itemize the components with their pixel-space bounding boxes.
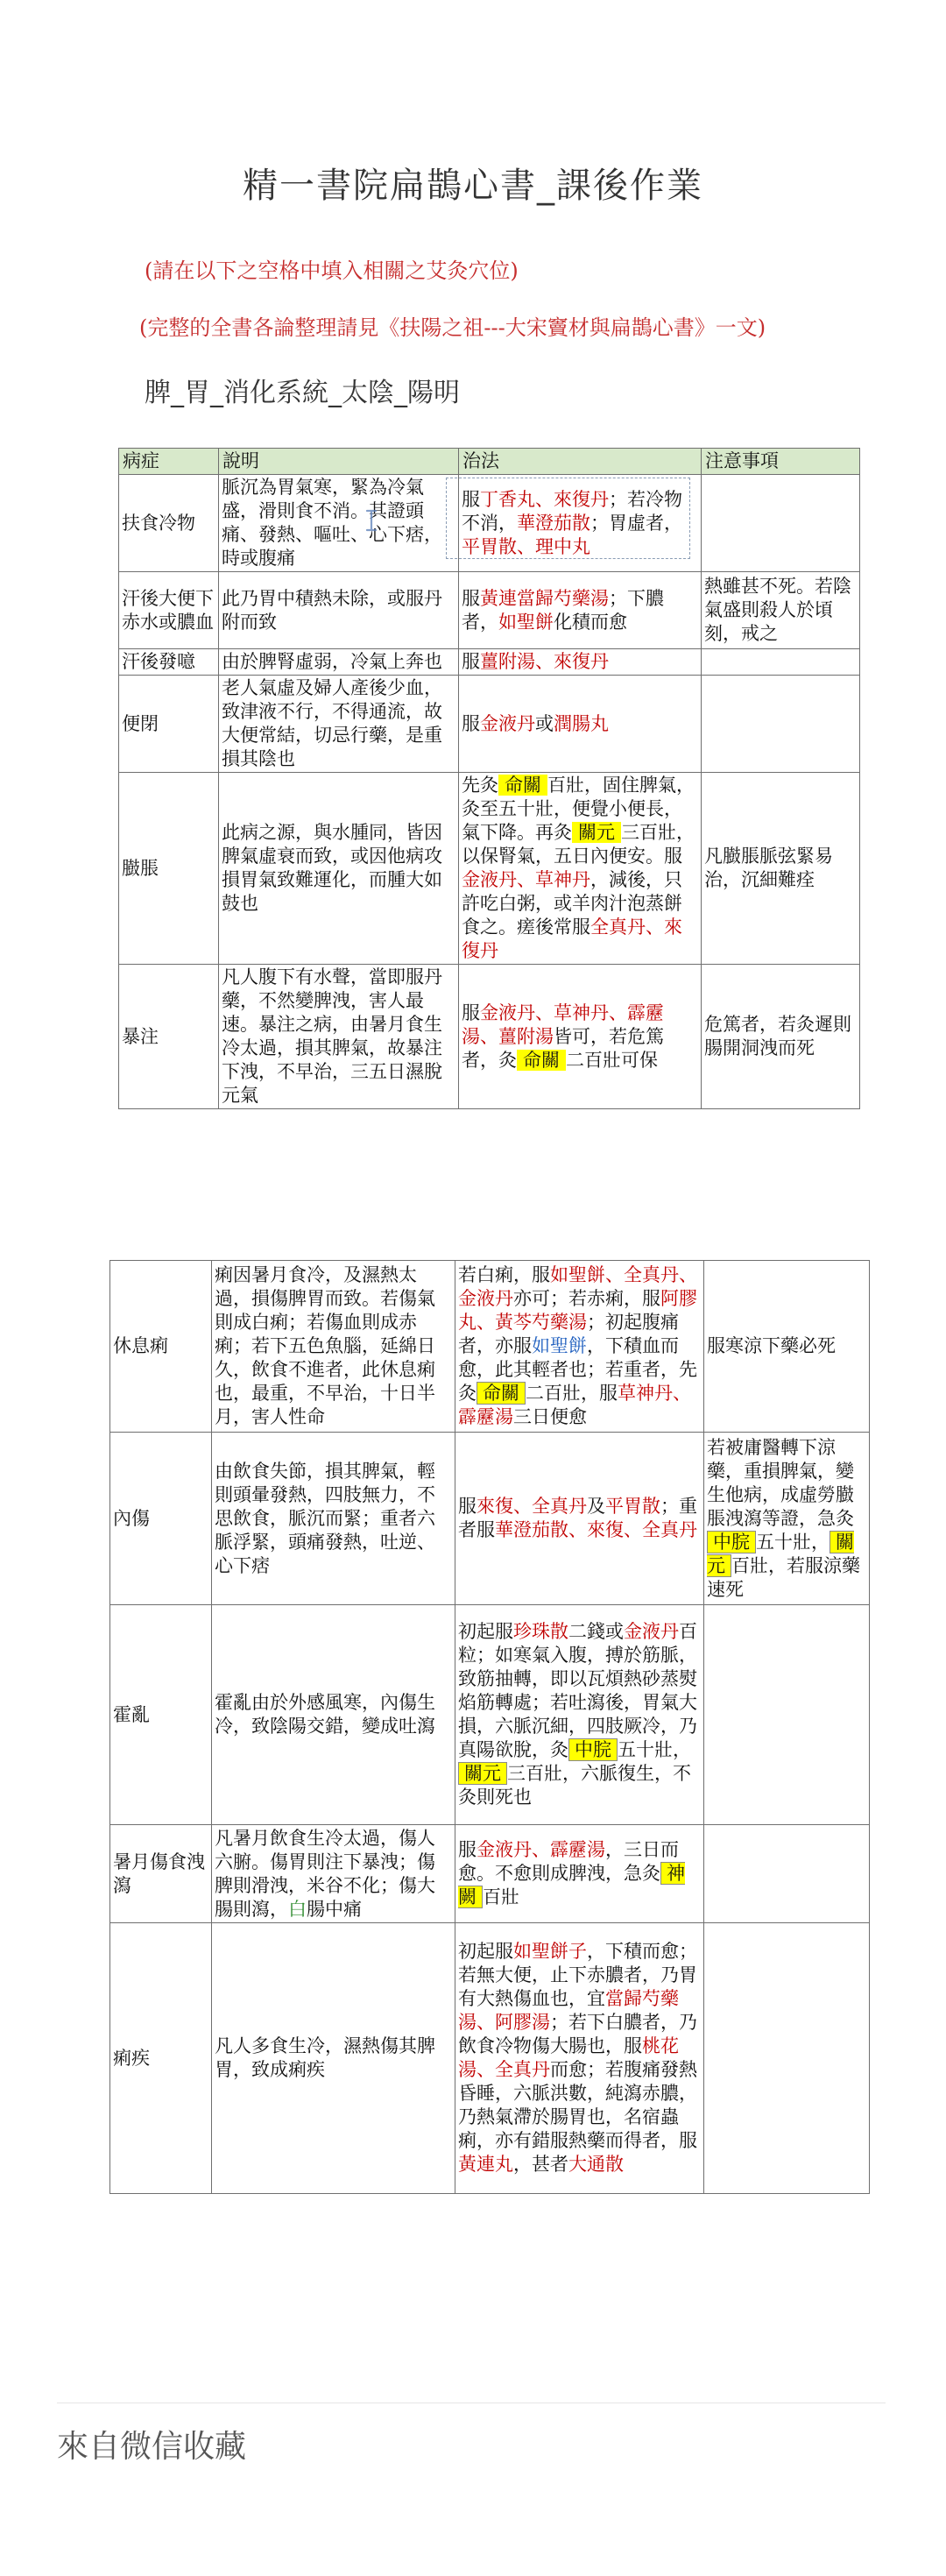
colored-text: 如聖餅子 (513, 1941, 587, 1962)
colored-text: 草神丹、霹靂湯 (458, 1383, 691, 1427)
cell-caution: 凡臌脹脈弦緊易治，沉細難痊 (702, 773, 860, 965)
cell-disease: 休息痢 (110, 1261, 212, 1433)
cell-caution: 危篤者，若灸遲則腸開洞洩而死 (702, 965, 860, 1109)
cell-treatment (459, 475, 702, 572)
header-disease: 病症 (119, 449, 219, 475)
text-run: 若白痢，服 (458, 1264, 550, 1285)
text-run: ，三日而愈。不愈則成脾洩，急灸 (458, 1839, 679, 1884)
reference-note: (完整的全書各論整理請見《扶陽之祖---大宋竇材與扁鵲心書》一文) (139, 315, 766, 340)
cell-description: 脈沉為胃氣寒，緊為冷氣盛，滑則食不消。其證頭痛、發熱、嘔吐、心下痞，時或腹痛 (219, 475, 459, 572)
text-run: ；胃虛者， (590, 512, 682, 534)
colored-text: 華澄茄散 (517, 512, 590, 534)
colored-text: 金液丹 (480, 712, 535, 734)
text-run: 服 (462, 1001, 480, 1023)
cell-treatment (455, 1433, 704, 1605)
colored-text: 平胃散 (605, 1496, 660, 1517)
cell-disease: 臌脹 (119, 773, 219, 965)
instruction-note: (請在以下之空格中填入相關之艾灸穴位) (145, 258, 519, 283)
text-run: ；下膿者， (462, 587, 664, 633)
table-body (110, 1261, 870, 2194)
table-header (119, 449, 860, 475)
text-run: 及 (587, 1496, 605, 1517)
text-run: ；若冷物不消， (462, 488, 682, 534)
colored-text: 阿膠丸、黃芩芍藥湯 (458, 1288, 697, 1333)
colored-text: 如聖餅 (532, 1335, 587, 1356)
cell-description: 霍亂由於外感風寒，內傷生冷，致陰陽交錯，變成吐瀉 (212, 1605, 455, 1825)
section-heading: 脾_胃_消化系統_太陰_陽明 (145, 378, 460, 408)
cell-caution (702, 649, 860, 676)
colored-text: 金液丹、草神丹 (462, 869, 590, 890)
acupoint-highlight: 命關 (517, 1050, 566, 1071)
text-run: 三日便愈 (513, 1406, 587, 1427)
cell-treatment (455, 1261, 704, 1433)
text-run: 五十壯， (756, 1531, 830, 1553)
acupoint-highlight: 命關 (477, 1382, 526, 1405)
text-run: 百壯，固住脾氣，灸至五十壯，便覺小便長，氣下降。再灸 (462, 775, 695, 843)
cell-description: 痢因暑月食冷，及濕熱太過，損傷脾胃而致。若傷氣則成白痢；若傷血則成赤痢；若下五色魚腦，延綿日久，飲食不進者，此休息痢也，最重，不早治，十日半月，害人性命 (212, 1261, 455, 1433)
colored-text: 薑附湯、來復丹 (480, 651, 609, 672)
cell-disease: 暴注 (119, 965, 219, 1109)
colored-text: 如聖餅 (498, 611, 554, 633)
text-run: 亦可；若赤痢，服 (513, 1288, 660, 1309)
acupoint-highlight: 關元 (707, 1531, 854, 1576)
cell-description: 凡人腹下有水聲，當即服丹藥，不然變脾洩，害人最速。暴注之病，由暑月食生冷太過，損其脾氣，故暴注下洩，不早治，三五日濕脫元氣 (219, 965, 459, 1109)
text-run: 三百壯，以保腎氣，五日內便安。服 (462, 822, 695, 867)
text-run: 服 (458, 1839, 477, 1860)
cell-treatment (455, 1605, 704, 1825)
colored-text: 全真丹、來復丹 (462, 916, 682, 961)
acupoint-highlight: 中脘 (707, 1531, 756, 1553)
colored-text: 丁香丸、來復丹 (480, 488, 609, 510)
cell-treatment (455, 1923, 704, 2194)
acupoint-highlight: 中脘 (568, 1738, 618, 1761)
table-row (119, 475, 860, 572)
colored-text: 珍珠散 (513, 1621, 568, 1642)
text-run: 腸中痛 (307, 1898, 362, 1920)
acupoint-highlight: 神闕 (458, 1863, 685, 1907)
cell-treatment (459, 965, 702, 1109)
acupoint-highlight: 命關 (498, 775, 547, 796)
cell-description: 此乃胃中積熱未除，或服丹附而致 (219, 572, 459, 649)
cell-caution: 服寒涼下藥必死 (704, 1261, 870, 1433)
cell-disease: 痢疾 (110, 1923, 212, 2194)
cell-disease: 暑月傷食洩瀉 (110, 1825, 212, 1923)
text-run: 化積而愈 (554, 611, 627, 633)
cell-description: 老人氣虛及婦人產後少血，致津液不行，不得通流，故大便常結，切忌行藥，是重損其陰也 (219, 676, 459, 773)
colored-text: 金液丹、草神丹、霹靂湯、薑附湯 (462, 1001, 664, 1047)
text-run: 服 (462, 712, 480, 734)
table-row (110, 1261, 870, 1433)
text-run: 初起服 (458, 1941, 513, 1962)
cell-caution (704, 1433, 870, 1605)
table-row (110, 1605, 870, 1825)
cell-disease: 汗後發噫 (119, 649, 219, 676)
text-run: 皆可，若危篤者，灸 (462, 1025, 664, 1071)
text-run: 服 (462, 587, 480, 609)
cell-caution (702, 475, 860, 572)
colored-text: 白 (288, 1898, 307, 1920)
text-run: 而愈；若腹痛發熱昏睡，六脈洪數，純瀉赤膿，乃熱氣滯於腸胃也，名宿蟲痢，亦有錯服熱藥而得者，服 (458, 2059, 697, 2151)
colored-text: 華澄茄散、來復、全真丹 (495, 1519, 697, 1540)
text-run: 二百壯，服 (526, 1383, 618, 1404)
table-row (110, 1923, 870, 2194)
table-row (110, 1825, 870, 1923)
table-row (110, 1433, 870, 1605)
page-title: 精一書院扁鵲心書_課後作業 (243, 166, 703, 206)
text-run: 二百壯可保 (566, 1049, 658, 1071)
text-run: ；若下白膿者，乃飲食冷物傷大腸也，服 (458, 2012, 697, 2056)
source-label: 來自微信收藏 (57, 2429, 247, 2465)
text-run: ；初起腹痛者，亦服 (458, 1312, 679, 1356)
text-run: ，下積血而愈，此其輕者也；若重者，先灸 (458, 1335, 697, 1404)
table-body (119, 475, 860, 1109)
cell-treatment (459, 676, 702, 773)
cell-caution: 熱雖甚不死。若陰氣盛則殺人於頃刻，戒之 (702, 572, 860, 649)
text-run: ，甚者 (513, 2154, 568, 2175)
colored-text: 潤腸丸 (554, 712, 609, 734)
cell-disease: 便閉 (119, 676, 219, 773)
cell-caution (704, 1825, 870, 1923)
text-run: 百壯，若服涼藥速死 (707, 1554, 860, 1600)
text-run: 服 (458, 1496, 477, 1517)
text-run: 五十壯， (618, 1739, 691, 1760)
colored-text: 金液丹 (624, 1621, 679, 1642)
acupoint-highlight: 關元 (458, 1762, 507, 1785)
symptom-table-2 (109, 1260, 870, 2194)
cell-caution (704, 1923, 870, 2194)
cell-caution (704, 1605, 870, 1825)
symptom-table-1 (118, 448, 860, 1109)
text-run: 服 (462, 651, 480, 672)
cell-treatment (459, 773, 702, 965)
header-caution: 注意事項 (702, 449, 860, 475)
table-row (119, 773, 860, 965)
text-run: 初起服 (458, 1621, 513, 1642)
cell-disease: 扶食冷物 (119, 475, 219, 572)
cell-disease: 汗後大便下赤水或膿血 (119, 572, 219, 649)
text-run: ，減後，只許吃白粥，或羊肉汁泡蒸餅食之。瘥後常服 (462, 869, 682, 938)
table-row (119, 649, 860, 676)
cell-treatment (455, 1825, 704, 1923)
header-description: 說明 (219, 449, 459, 475)
cell-description (212, 1825, 455, 1923)
text-run: 百粒；如寒氣入腹，搏於筋脈，致筋抽轉，即以瓦煩熱砂蒸熨焰筋轉處；若吐瀉後，胃氣大損，六脈沉細，四肢厥冷，乃真陽欲脫，灸 (458, 1621, 697, 1760)
cell-description: 由飲食失節，損其脾氣，輕則頭暈發熱，四肢無力，不思飲食，脈沉而緊；重者六脈浮緊，頭痛發熱，吐逆、心下痞 (212, 1433, 455, 1605)
colored-text: 黃連當歸芍藥湯 (480, 587, 609, 609)
colored-text: 來復、全真丹 (477, 1496, 587, 1517)
cell-treatment (459, 572, 702, 649)
cell-description: 凡人多食生冷，濕熱傷其脾胃，致成痢疾 (212, 1923, 455, 2194)
table-row (119, 676, 860, 773)
cell-treatment (459, 649, 702, 676)
text-run: 若被庸醫轉下涼藥，重損脾氣，變生他病，成虛勞臌脹洩瀉等證，急灸 (707, 1436, 854, 1529)
text-run: 服 (462, 488, 480, 510)
acupoint-highlight: 關元 (572, 822, 621, 843)
text-run: ，下積而愈；若無大便，止下赤膿者，乃胃有大熱傷血也，宜 (458, 1941, 697, 2009)
text-run: 凡暑月飲食生冷太過，傷人六腑。傷胃則注下暴洩；傷脾則滑洩，米谷不化；傷大腸則瀉， (215, 1827, 435, 1920)
cell-disease: 霍亂 (110, 1605, 212, 1825)
colored-text: 金液丹、霹靂湯 (477, 1839, 605, 1860)
table-row (119, 965, 860, 1109)
cell-disease: 內傷 (110, 1433, 212, 1605)
table-header-row (119, 449, 860, 475)
table-row (119, 572, 860, 649)
colored-text: 平胃散、理中丸 (462, 535, 590, 557)
colored-text: 桃花湯、全真丹 (458, 2035, 679, 2080)
text-run: ；重者服 (458, 1496, 697, 1540)
colored-text: 大通散 (568, 2154, 624, 2175)
colored-text: 如聖餅、全真丹、金液丹 (458, 1264, 697, 1309)
text-run: 二錢或 (568, 1621, 624, 1642)
cell-description: 由於脾腎虛弱，冷氣上奔也 (219, 649, 459, 676)
header-treatment: 治法 (459, 449, 702, 475)
cell-description: 此病之源，與水腫同，皆因脾氣虛衰而致，或因他病攻損胃氣致難運化，而腫大如鼓也 (219, 773, 459, 965)
colored-text: 黃連丸 (458, 2154, 513, 2175)
text-run: 或 (535, 712, 554, 734)
text-run: 三百壯，六脈復生，不灸則死也 (458, 1763, 691, 1808)
colored-text: 當歸芍藥湯、阿膠湯 (458, 1988, 679, 2033)
text-run: 先灸 (462, 775, 498, 796)
cell-caution (702, 676, 860, 773)
text-run: 百壯 (483, 1886, 519, 1907)
